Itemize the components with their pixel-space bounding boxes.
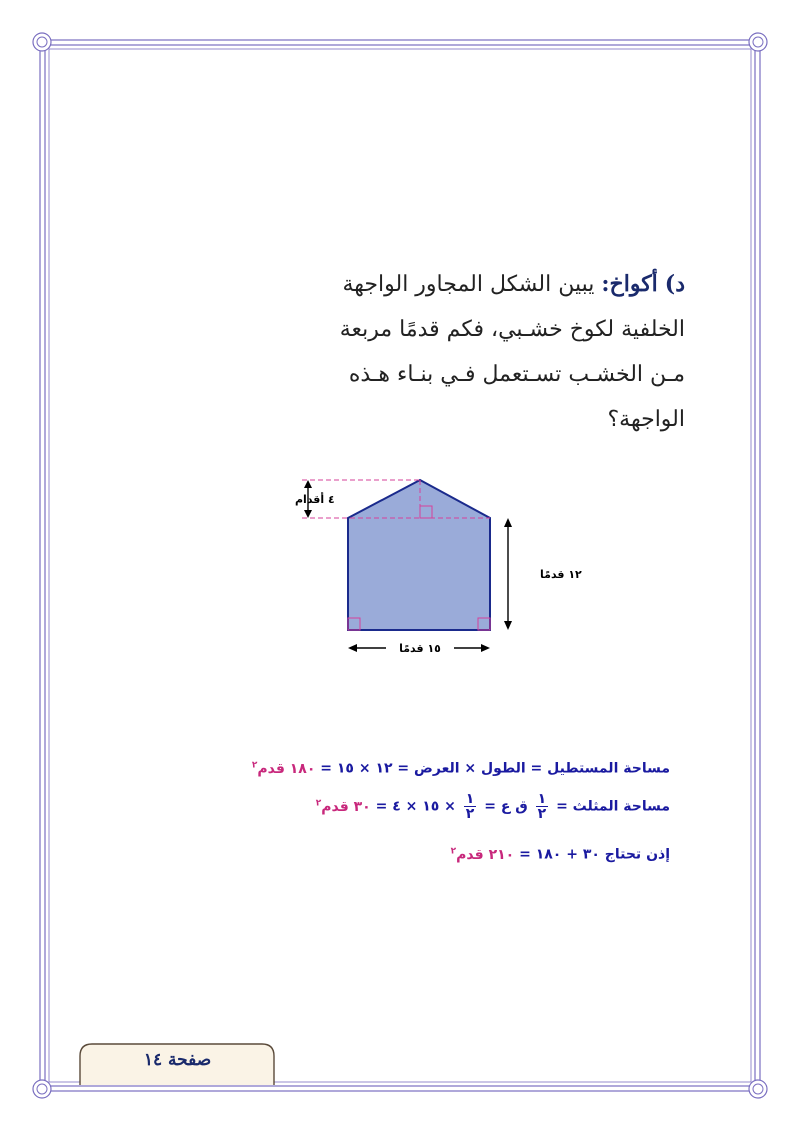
- problem-statement: [300, 262, 685, 442]
- problem-label: د): [664, 271, 685, 297]
- triangle-area-formula-end: × ١٥ × ٤ =: [370, 798, 461, 815]
- rectangle-area-result: ١٨٠ قدم$^٢$: [251, 760, 316, 777]
- cabin-figure: [240, 470, 582, 660]
- width-label: ١٥ قدمًا: [399, 642, 441, 655]
- triangle-area-formula-start: مساحة المثلث =: [551, 798, 670, 815]
- fraction-half: $\frac{١}{٢}$: [537, 791, 547, 822]
- triangle-area-formula-mid: ق ع =: [479, 798, 533, 815]
- triangle-area-result: ٣٠ قدم$^٢$: [315, 797, 371, 815]
- solution-line-1: [252, 760, 670, 777]
- solution-line-3: [451, 846, 670, 863]
- corner-ornament-bottom-left: [33, 1080, 51, 1098]
- height-label: ٤ أقدام: [295, 493, 335, 506]
- solution-line-2: [316, 792, 670, 821]
- total-area-result: ٢١٠ قدم$^٢$: [450, 846, 515, 863]
- page-number: صفحة ١٤: [143, 1050, 212, 1070]
- corner-ornament-top-right: [749, 33, 767, 51]
- side-label: ١٢ قدمًا: [540, 568, 582, 581]
- corner-ornament-bottom-right: [749, 1080, 767, 1098]
- side-arrow: [504, 518, 512, 630]
- cabin-shape: [348, 480, 490, 630]
- total-area-formula: إذن تحتاج ٣٠ + ١٨٠ =: [514, 846, 670, 863]
- problem-text: يبين الشكل المجاور الواجهة الخلفية لكوخ خشـبي، فكم قدمًا مربعة مـن الخشـب تسـتعمل فـي بنـاء هـذه الواجهة؟: [339, 272, 685, 432]
- fraction-half-2: $\frac{١}{٢}$: [465, 791, 475, 822]
- problem-keyword: أكواخ:: [601, 271, 658, 297]
- rectangle-area-formula: مساحة المستطيل = الطول × العرض = ١٢ × ١٥ =: [315, 760, 670, 777]
- corner-ornament-top-left: [33, 33, 51, 51]
